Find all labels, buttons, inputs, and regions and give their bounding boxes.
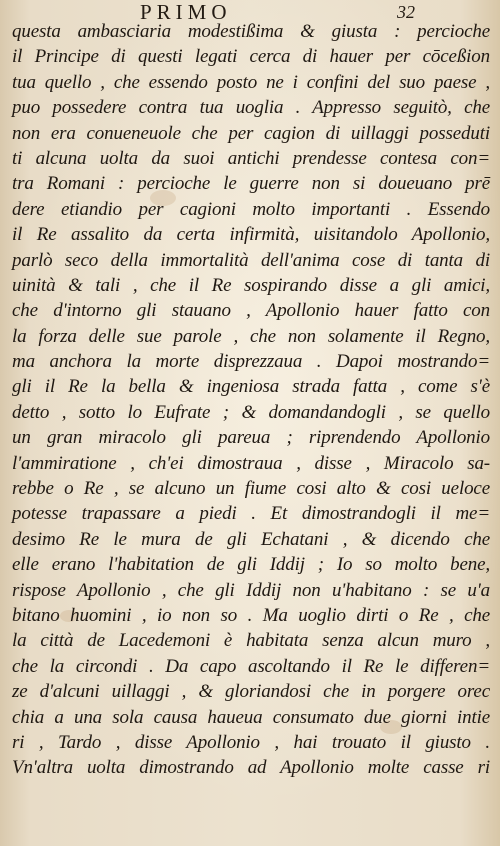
text-line: Vn'altra uolta dimostrando ad Apollonio molte casse ri bbox=[12, 757, 490, 779]
text-line: l'ammiratione , ch'ei dimostraua , disse , Miracolo sa- bbox=[12, 452, 490, 474]
text-line: la città de Lacedemoni è habitata senza alcun muro , bbox=[12, 630, 490, 652]
text-line: elle erano l'habitation de gli Iddij ; Io so molto bene, bbox=[12, 554, 490, 576]
page-number: 32 bbox=[397, 2, 415, 22]
text-line: non era conueneuole che per cagion di uillaggi posseduti bbox=[12, 122, 490, 144]
text-line: un gran miracolo gli pareua ; riprendendo Apollonio bbox=[12, 427, 490, 449]
text-line: il Principe di questi legati cerca di hauer per cōceßion bbox=[12, 46, 490, 68]
text-line: uinità & tali , che il Re sospirando disse a gli amici, bbox=[12, 274, 490, 296]
text-line: la forza delle sue parole , che non solamente il Regno, bbox=[12, 325, 490, 347]
text-line: dere etiandio per cagioni molto importanti . Essendo bbox=[12, 198, 490, 220]
body-text bbox=[12, 19, 490, 781]
running-head: PRIMO bbox=[140, 0, 232, 24]
text-line: che d'intorno gli stauano , Apollonio hauer fatto con bbox=[12, 300, 490, 322]
text-line: tra Romani : percioche le guerre non si doueuano prē bbox=[12, 173, 490, 195]
text-line: il Re assalito da certa infirmità, uisitandolo Apollonio, bbox=[12, 224, 490, 246]
text-line: gli il Re la bella & ingeniosa strada fatta , come s'è bbox=[12, 376, 490, 398]
text-line: tua quello , che essendo posto ne i confini del suo paese , bbox=[12, 71, 490, 93]
text-line: ma anchora la morte disprezzaua . Dapoi mostrando= bbox=[12, 351, 490, 373]
text-line: ti alcuna uolta da suoi antichi prendesse contesa con= bbox=[12, 147, 490, 169]
text-line: detto , sotto lo Eufrate ; & domandandogli , se quello bbox=[12, 401, 490, 423]
text-line: desimo Re le mura de gli Echatani , & dicendo che bbox=[12, 528, 490, 550]
text-line: questa ambasciaria modestißima & giusta : percioche bbox=[12, 21, 490, 42]
text-line: ze d'alcuni uillaggi , & gloriandosi che in porgere orec bbox=[12, 681, 490, 703]
text-line: ri , Tardo , disse Apollonio , hai trouato il giusto . bbox=[12, 731, 490, 753]
text-line: rispose Apollonio , che gli Iddij non u'habitano : se u'a bbox=[12, 579, 490, 601]
text-line: chia a una sola causa haueua consumato due giorni intie bbox=[12, 706, 490, 728]
text-line: bitano huomini , io non so . Ma uoglio dirti o Re , che bbox=[12, 604, 490, 626]
text-line: potesse trapassare a piedi . Et dimostrandogli il me= bbox=[12, 503, 490, 525]
text-line: che la circondi . Da capo ascoltando il Re le differen= bbox=[12, 655, 490, 677]
text-line: puo possedere contra tua uoglia . Appresso seguitò, che bbox=[12, 97, 490, 119]
text-line: parlò seco della immortalità dell'anima cose di tanta di bbox=[12, 249, 490, 271]
text-line: rebbe o Re , se alcuno un fiume cosi alto & cosi ueloce bbox=[12, 478, 490, 500]
